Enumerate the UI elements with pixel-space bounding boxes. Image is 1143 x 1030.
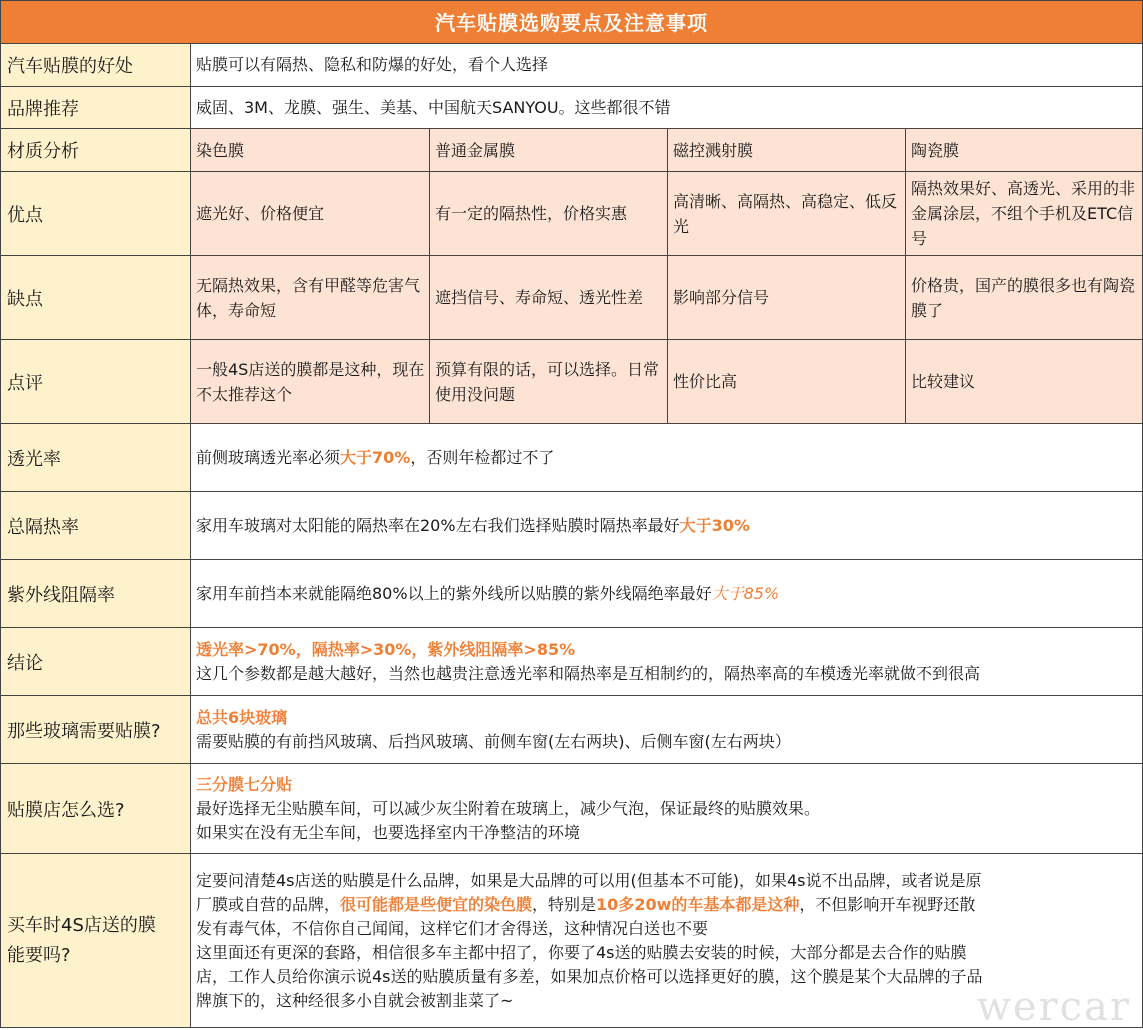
dealer-text: 定要问清楚4s店送的贴膜是什么品牌，如果是大品牌的可以用(但基本不可能)，如果4s说不出品牌，或者说是原	[196, 870, 982, 890]
cons-cell: 遮挡信号、寿命短、透光性差	[430, 256, 668, 339]
row-label: 优点	[1, 172, 191, 255]
row-heat	[0, 492, 1143, 560]
text-segment: ，不但影响开车视野还散	[799, 894, 976, 914]
row-shop	[0, 764, 1143, 854]
benefit-text: 贴膜可以有隔热、隐私和防爆的好处，看个人选择	[196, 55, 549, 74]
uv-content	[191, 560, 1142, 627]
conclusion-content	[191, 628, 1142, 695]
review-cell: 一般4S店送的膜都是这种，现在不太推荐这个	[191, 340, 430, 423]
dealer-text	[196, 893, 1138, 917]
highlight-value: 很可能都是些便宜的染色膜	[340, 894, 533, 914]
row-transmittance	[0, 424, 1143, 492]
transmittance-text	[196, 446, 1138, 470]
text-segment: 家用车前挡本来就能隔绝80%以上的紫外线所以贴膜的紫外线隔绝率最好	[196, 583, 712, 603]
row-brands	[0, 87, 1143, 129]
highlight-value: 大于70%	[340, 447, 411, 467]
conclusion-highlight: 透光率>70%，隔热率>30%，紫外线阻隔率>85%	[196, 639, 576, 659]
cons-cell: 影响部分信号	[668, 256, 906, 339]
row-label: 汽车贴膜的好处	[1, 44, 191, 86]
row-glass	[0, 696, 1143, 764]
dealer-text: 牌旗下的，这种经很多小自就会被割韭菜了~	[196, 990, 514, 1010]
review-cells	[191, 340, 1142, 423]
transmittance-content	[191, 424, 1142, 491]
conclusion-text: 这几个参数都是越大越好，当然也越贵注意透光率和隔热率是互相制约的，隔热率高的车模透光率就做不到很高	[196, 663, 981, 683]
dealer-text: 这里面还有更深的套路，相信很多车主都中招了，你要了4s送的贴膜去安装的时候，大部分都是去合作的贴膜	[196, 942, 967, 962]
row-pros	[0, 172, 1143, 256]
row-review	[0, 340, 1143, 424]
row-materials	[0, 129, 1143, 172]
dealer-text: 店，工作人员给你演示说4s送的贴膜质量有多差，如果加点价格可以选择更好的膜，这个膜是某个大品牌的子品	[196, 966, 983, 986]
row-dealer	[0, 854, 1143, 1028]
row-content	[191, 87, 1142, 128]
row-label: 紫外线阻隔率	[1, 560, 191, 627]
review-cell: 比较建议	[906, 340, 1142, 423]
review-cell: 性价比高	[668, 340, 906, 423]
row-uv	[0, 560, 1143, 628]
label-line: 买车时4S店送的膜	[7, 914, 156, 936]
glass-content	[191, 696, 1142, 763]
text-segment: 厂膜或自营的品牌，	[196, 894, 341, 914]
row-label: 那些玻璃需要贴膜?	[1, 696, 191, 763]
row-label: 贴膜店怎么选?	[1, 764, 191, 853]
label-line: 能要吗?	[7, 944, 71, 966]
row-conclusion	[0, 628, 1143, 696]
watermark: wercar	[976, 984, 1131, 1030]
uv-text	[196, 582, 1138, 606]
material-header: 普通金属膜	[430, 129, 668, 171]
text-segment: 家用车玻璃对太阳能的隔热率在20%左右我们选择贴膜时隔热率最好	[196, 515, 680, 535]
row-label: 点评	[1, 340, 191, 423]
shop-content	[191, 764, 1142, 853]
glass-highlight: 总共6块玻璃	[196, 707, 288, 727]
pros-cell: 高清晰、高隔热、高稳定、低反光	[668, 172, 906, 255]
cons-cells	[191, 256, 1142, 339]
dealer-text: 发有毒气体，不信你自己闻闻，这样它们才舍得送，这种情况白送也不要	[196, 918, 709, 938]
material-header: 陶瓷膜	[906, 129, 1142, 171]
review-cell: 预算有限的话，可以选择。日常使用没问题	[430, 340, 668, 423]
shop-text: 如果实在没有无尘车间，也要选择室内干净整洁的环境	[196, 822, 581, 842]
pros-cell: 有一定的隔热性，价格实惠	[430, 172, 668, 255]
material-header: 磁控溅射膜	[668, 129, 906, 171]
brands-text: 威固、3M、龙膜、强生、美基、中国航天SANYOU。这些都很不错	[196, 97, 671, 117]
row-label: 透光率	[1, 424, 191, 491]
glass-text: 需要贴膜的有前挡风玻璃、后挡风玻璃、前侧车窗(左右两块)、后侧车窗(左右两块）	[196, 731, 791, 751]
text-segment: 前侧玻璃透光率必须	[196, 447, 341, 467]
row-label: 总隔热率	[1, 492, 191, 559]
shop-text: 最好选择无尘贴膜车间，可以减少灰尘附着在玻璃上，减少气泡，保证最终的贴膜效果。	[196, 798, 821, 818]
row-label	[1, 854, 191, 1027]
pros-cells	[191, 172, 1142, 255]
highlight-value: 大于30%	[679, 515, 750, 535]
pros-cell: 隔热效果好、高透光、采用的非金属涂层，不组个手机及ETC信号	[906, 172, 1142, 255]
cons-cell: 无隔热效果，含有甲醛等危害气体，寿命短	[191, 256, 430, 339]
heat-content	[191, 492, 1142, 559]
pros-cell: 遮光好、价格便宜	[191, 172, 430, 255]
row-content	[191, 44, 1142, 86]
heat-text	[196, 514, 1138, 538]
row-label: 结论	[1, 628, 191, 695]
row-cons	[0, 256, 1143, 340]
highlight-value: 10多20w的车基本都是这种	[596, 894, 800, 914]
dealer-label	[7, 911, 156, 971]
row-label: 缺点	[1, 256, 191, 339]
row-label: 材质分析	[1, 129, 191, 171]
row-label: 品牌推荐	[1, 87, 191, 128]
text-segment: ，特别是	[532, 894, 597, 914]
table-title: 汽车贴膜选购要点及注意事项	[0, 0, 1143, 44]
row-benefit	[0, 44, 1143, 87]
material-header: 染色膜	[191, 129, 430, 171]
highlight-value: 大于85%	[711, 583, 780, 603]
text-segment: ，否则年检都过不了	[410, 447, 555, 467]
material-headers	[191, 129, 1142, 171]
cons-cell: 价格贵，国产的膜很多也有陶瓷膜了	[906, 256, 1142, 339]
shop-highlight: 三分膜七分贴	[196, 774, 293, 794]
